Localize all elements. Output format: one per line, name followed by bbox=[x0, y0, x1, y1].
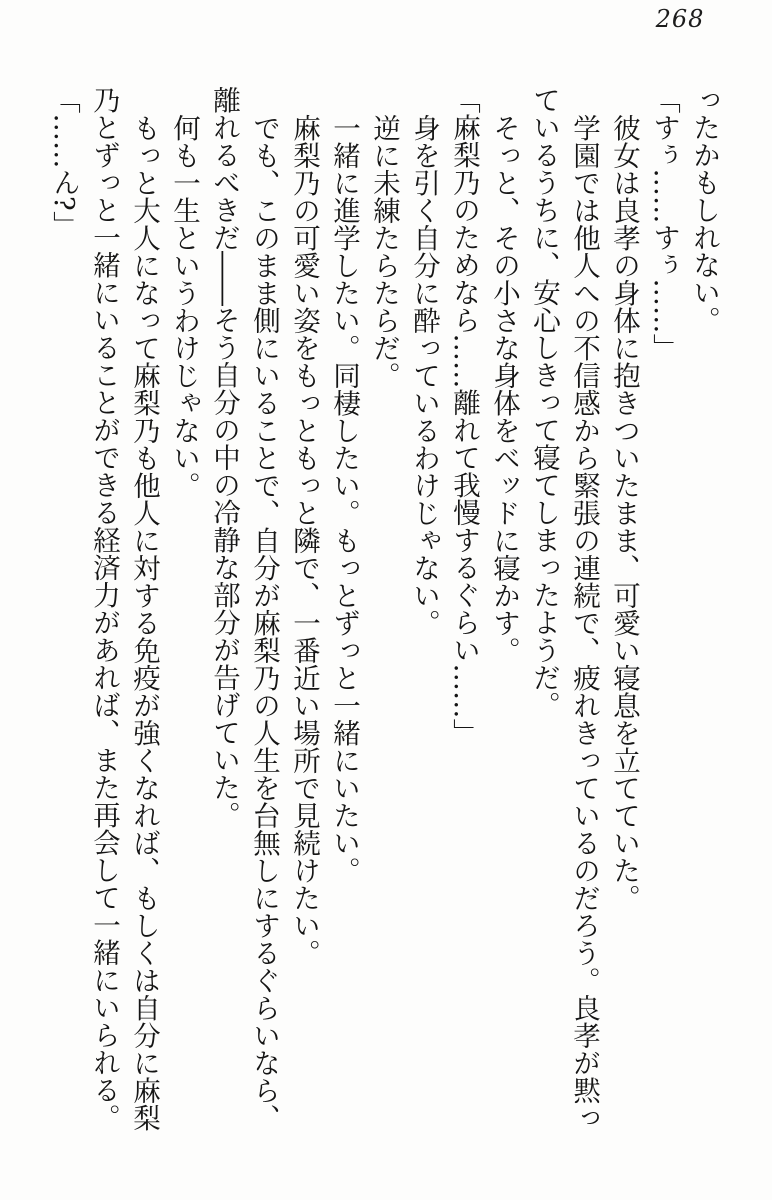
text-column: 「麻梨乃のためなら……離れて我慢するぐらい……」 bbox=[448, 86, 480, 746]
text-column: 「すぅ……すぅ……」 bbox=[648, 86, 680, 361]
text-column: 何も一生というわけじゃない。 bbox=[168, 113, 200, 499]
text-column: 彼女は良孝の身体に抱きついたまま、可愛い寝息を立てていた。 bbox=[608, 113, 640, 911]
text-column: ったかもしれない。 bbox=[688, 86, 720, 334]
text-column: ているうちに、安心しきって寝てしまったようだ。 bbox=[528, 86, 560, 719]
page-number: 268 bbox=[655, 5, 705, 33]
text-column: でも、このまま側にいることで、自分が麻梨乃の人生を台無しにするぐらいなら、 bbox=[248, 113, 280, 1131]
text-column: 学園では他人への不信感から緊張の連続で、疲れきっているのだろう。良孝が黙っ bbox=[568, 113, 600, 1131]
text-column: 逆に未練たらたらだ。 bbox=[368, 113, 400, 389]
text-column: そっと、その小さな身体をベッドに寝かす。 bbox=[488, 113, 520, 664]
text-column: 一緒に進学したい。同棲したい。もっとずっと一緒にいたい。 bbox=[328, 113, 360, 884]
text-column: もっと大人になって麻梨乃も他人に対する免疫が強くなれば、もしくは自分に麻梨 bbox=[128, 113, 160, 1131]
text-column: 「……ん?」 bbox=[48, 86, 80, 239]
text-column: 身を引く自分に酔っているわけじゃない。 bbox=[408, 113, 440, 636]
text-column: 乃とずっと一緒にいることができる経済力があれば、また再会して一緒にいられる。 bbox=[88, 86, 120, 1131]
text-column: 麻梨乃の可愛い姿をもっともっと隣で、一番近い場所で見続けたい。 bbox=[288, 113, 320, 966]
vertical-text-block bbox=[44, 86, 724, 1132]
text-column: 離れるべきだ――そう自分の中の冷静な部分が告げていた。 bbox=[208, 86, 240, 829]
